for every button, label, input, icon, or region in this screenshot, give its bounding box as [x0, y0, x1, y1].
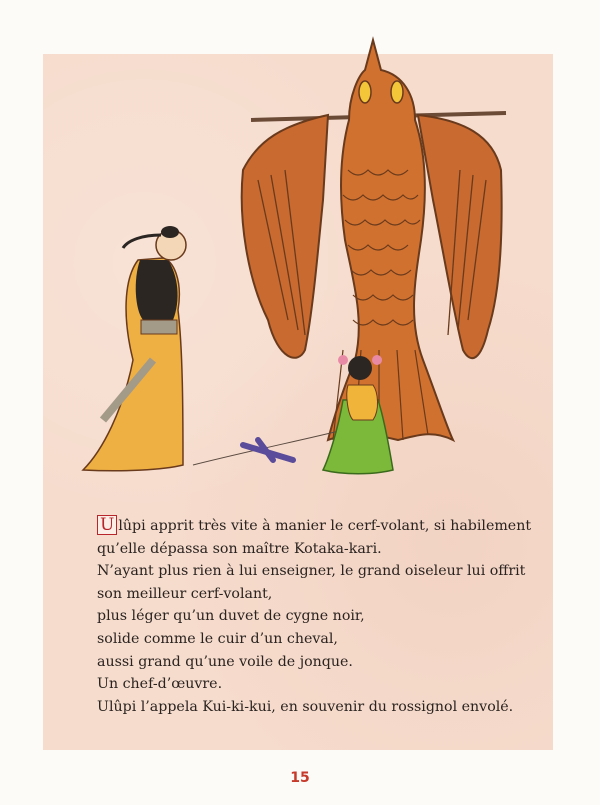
kite-right-wing [418, 115, 502, 358]
story-line [97, 515, 537, 538]
kite-left-wing [242, 115, 328, 358]
illustration-bird-kite [43, 20, 553, 490]
figure-kotaka-kari [83, 226, 186, 471]
story-line: N’ayant plus rien à lui enseigner, le grand oiseleur lui offrit [97, 563, 526, 580]
kite-string [193, 430, 343, 465]
kite-left-eye [359, 81, 371, 103]
story-line: solide comme le cuir d’un cheval, [97, 630, 338, 647]
story-line: Ulûpi l’appela Kui-ki-kui, en souvenir du rossignol envolé. [97, 698, 514, 715]
page-number: 15 [290, 770, 310, 786]
story-line: son meilleur cerf-volant, [97, 585, 273, 602]
story-line: qu’elle dépassa son maître Kotaka-kari. [97, 540, 382, 557]
story-line: aussi grand qu’une voile de jonque. [97, 653, 353, 670]
kite-body [328, 40, 453, 440]
kite-right-eye [391, 81, 403, 103]
story-text [97, 515, 537, 718]
story-line: plus léger qu’un duvet de cygne noir, [97, 608, 365, 625]
story-line-text: lûpi apprit très vite à manier le cerf-volant, si habilement [118, 518, 532, 534]
dropcap: U [97, 515, 117, 535]
story-line: Un chef-d’œuvre. [97, 676, 223, 693]
